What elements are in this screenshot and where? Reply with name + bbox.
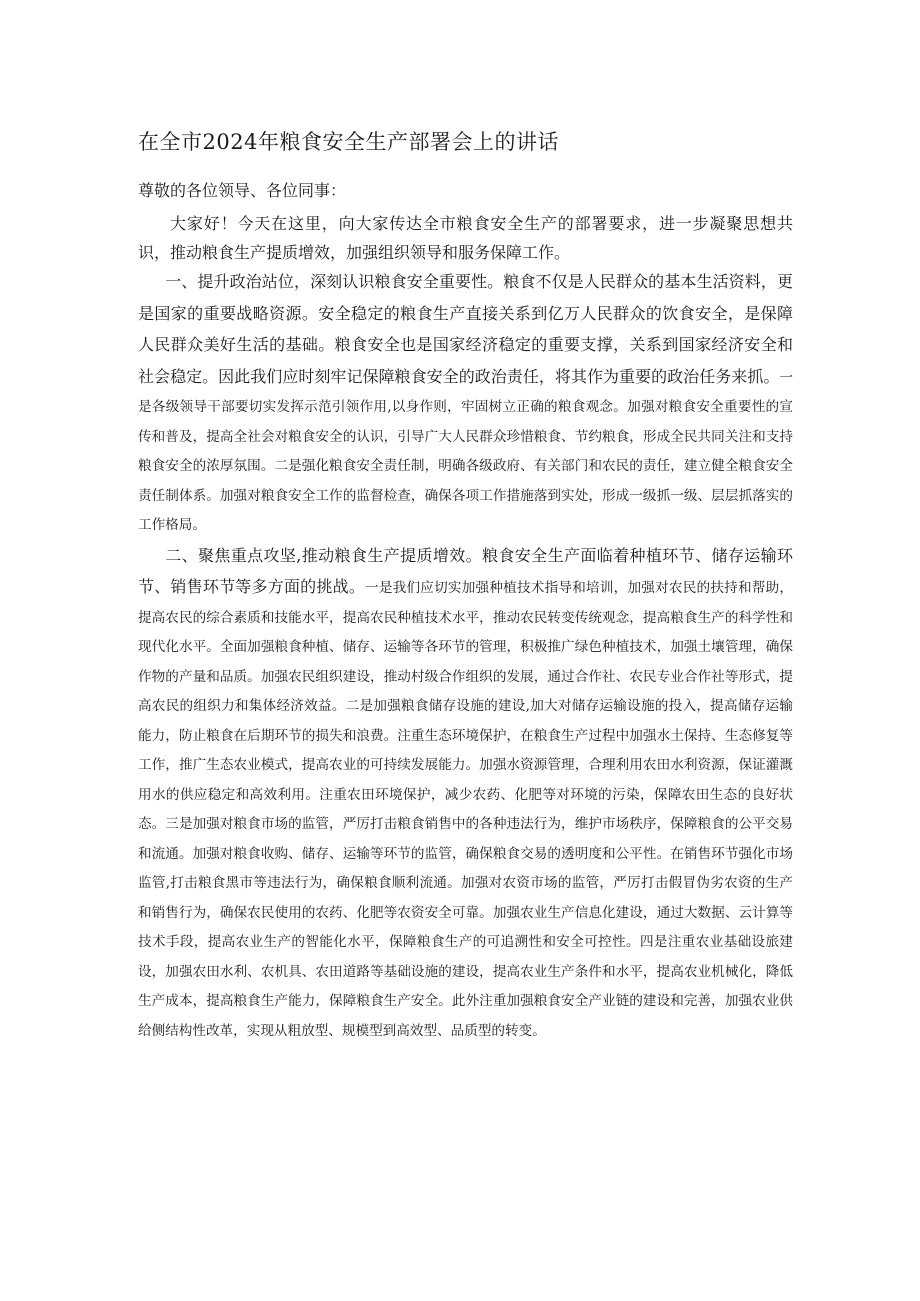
section-1-lead: 一、提升政治站位，深刻认识粮食安全重要性。粮食不仅是人民群众的基本生活资料，更是国家的重要战略资源。安全稳定的粮食生产直接关系到亿万人民群众的饮食安全，是保障人民群众美好生活的基础。粮食安全也是国家经济稳定的重要支撑，关系到国家经济安全和社会稳定。因此我们应时刻牢记保障粮食安全的政治责任，将其作为重要的政治任务来抓。 xyxy=(138,272,793,386)
intro-paragraph: 大家好！今天在这里，向大家传达全市粮食安全生产的部署要求，进一步凝聚思想共识，推动粮食生产提质增效，加强组织领导和服务保障工作。 xyxy=(138,214,793,262)
section-1-body: 一是各级领导干部要切实发挥示范引领作用,以身作则，牢固树立正确的粮食观念。加强对粮食安全重要性的宣传和普及，提高全社会对粮食安全的认识，引导广大人民群众珍惜粮食、节约粮食，形成全民共同关注和支持粮食安全的浓厚氛围。二是强化粮食安全责任制，明确各级政府、有关部门和农民的责任，建立健全粮食安全责任制体系。加强对粮食安全工作的监督检查，确保各项工作措施落到实处，形成一级抓一级、层层抓落实的工作格局。 xyxy=(138,369,793,533)
salutation: 尊敬的各位领导、各位同事： xyxy=(138,181,347,200)
section-2-paragraph xyxy=(138,541,793,1047)
section-2-lead: 二、聚焦重点攻坚,推动粮食生产提质增效。粮食安全生产面临着种植环节、储存运输环节、销售环节等多方面的挑战。 xyxy=(138,545,793,596)
section-1-paragraph xyxy=(138,267,793,541)
document-title: 在全市2024年粮食安全生产部署会上的讲话 xyxy=(138,130,559,154)
document-body xyxy=(138,209,793,1046)
section-2-body: 一是我们应切实加强种植技术指导和培训，加强对农民的扶持和帮助，提高农民的综合素质和技能水平，提高农民种植技术水平，推动农民转变传统观念，提高粮食生产的科学性和现代化水平。全面加强粮食种植、储存、运输等各环节的管理，积极推广绿色种植技术，加强土壤管理，确保作物的产量和品质。加强农民组织建设，推动村级合作组织的发展，通过合作社、农民专业合作社等形式，提高农民的组织力和集体经济效益。二是加强粮食储存设施的建设,加大对储存运输设施的投入，提高储存运输能力，防止粮食在后期环节的损失和浪费。注重生态环境保护，在粮食生产过程中加强水土保持、生态修复等工作，推广生态农业模式，提高农业的可持续发展能力。加强水资源管理，合理利用农田水利资源，保证灌溉用水的供应稳定和高效利用。注重农田环境保护，减少农药、化肥等对环境的污染，保障农田生态的良好状态。三是加强对粮食市场的监管，严厉打击粮食销售中的各种违法行为，维护市场秩序，保障粮食的公平交易和流通。加强对粮食收购、储存、运输等环节的监管，确保粮食交易的透明度和公平性。在销售环节强化市场监管,打击粮食黑市等违法行为，确保粮食顺利流通。加强对农资市场的监管，严厉打击假冒伪劣农资的生产和销售行为，确保农民使用的农药、化肥等农资安全可靠。加强农业生产信息化建设，通过大数据、云计算等技术手段，提高农业生产的智能化水平，保障粮食生产的可追溯性和安全可控性。四是注重农业基础设旅建设，加强农田水利、农机具、农田道路等基础设施的建设，提高农业生产条件和水平，提高农业机械化，降低生产成本，提高粮食生产能力，保障粮食生产安全。此外注重加强粮食安全产业链的建设和完善，加强农业供给侧结构性改革，实现从粗放型、规模型到高效型、品质型的转变。 xyxy=(138,580,793,1039)
